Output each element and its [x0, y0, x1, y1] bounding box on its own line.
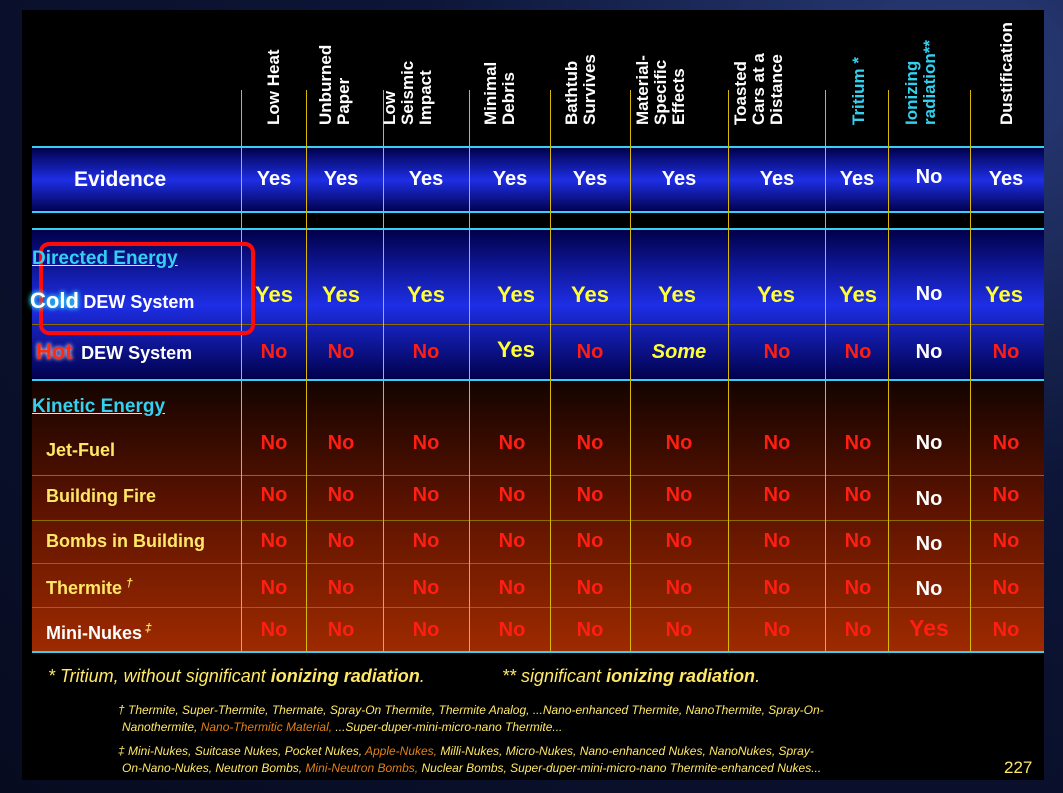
footnote-tritium [48, 666, 425, 687]
hot-dew-cell: No [260, 341, 288, 363]
column-header-dustification: Dustification [997, 22, 1016, 125]
evidence-cell: Yes [661, 168, 697, 190]
mini-nukes-mark: ‡ [145, 621, 152, 635]
bombs-in-building-cell: No [412, 530, 440, 552]
cold-word: Cold [30, 288, 79, 313]
bombs-in-building-cell: No [763, 530, 791, 552]
hot-dew-cell: No [992, 341, 1020, 363]
building-fire-cell: No [412, 484, 440, 506]
cold-dew-cell: Yes [322, 282, 360, 307]
hot-dew-cell: Yes [497, 337, 535, 362]
building-fire-label [46, 486, 156, 507]
thermite-cell: No [992, 577, 1020, 599]
bombs-in-building-cell: No [844, 530, 872, 552]
cold-dew-cell: Yes [571, 282, 609, 307]
jet-fuel-cell: No [412, 432, 440, 454]
evidence-cell: Yes [759, 168, 795, 190]
footnote-nukes-l1b: Apple-Nukes, [364, 744, 438, 758]
mini-nukes-cell: No [412, 619, 440, 641]
evidence-cell: Yes [408, 168, 444, 190]
building-fire-cell: No [992, 484, 1020, 506]
footnote-nukes-line1 [118, 744, 814, 758]
bombs-in-building-cell: No [327, 530, 355, 552]
thermite-cell: No [412, 577, 440, 599]
thermite-label [46, 576, 133, 599]
hot-dew-cell: No [412, 341, 440, 363]
jet-fuel-cell: No [915, 432, 943, 454]
mini-nukes-cell: No [763, 619, 791, 641]
thermite-mark: † [126, 576, 133, 590]
footnote-ionizing-a: ** significant [502, 666, 607, 686]
evidence-cell: Yes [988, 168, 1024, 190]
bombs-in-building-cell: No [992, 530, 1020, 552]
footnote-nukes-l2a: On-Nano-Nukes, Neutron Bombs, [122, 761, 306, 775]
slide-number: 227 [1004, 758, 1033, 777]
column-header-ionizing-radiation: Ionizing radiation** [902, 39, 939, 125]
mini-nukes-cell: No [992, 619, 1020, 641]
building-fire-text: Building Fire [46, 486, 156, 506]
column-header-toasted-cars: Toasted Cars at a Distance [731, 53, 786, 125]
rule [32, 379, 1044, 381]
cold-dew-cell: No [915, 283, 943, 305]
evidence-cell: Yes [572, 168, 608, 190]
hot-dew-cell: Some [651, 341, 707, 363]
cold-dew-cell: Yes [255, 282, 293, 307]
evidence-cell: Yes [256, 168, 292, 190]
mini-nukes-cell: No [665, 619, 693, 641]
cold-dew-system: DEW System [83, 292, 195, 312]
footnote-nukes-l2c: Nuclear Bombs, Super-duper-mini-micro-nano Thermite-enhanced Nukes... [418, 761, 822, 775]
footnote-thermite-l2a: Nanothermite, [122, 720, 201, 734]
cold-dew-cell: Yes [497, 282, 535, 307]
kinetic-energy-header: Kinetic Energy [32, 396, 166, 417]
building-fire-cell: No [844, 484, 872, 506]
cold-dew-cell: Yes [985, 282, 1023, 307]
jet-fuel-cell: No [260, 432, 288, 454]
thermite-cell: No [915, 578, 943, 600]
hot-dew-cell: No [576, 341, 604, 363]
thermite-cell: No [260, 577, 288, 599]
footnote-nukes-line2 [122, 761, 821, 775]
thermite-cell: No [498, 577, 526, 599]
mini-nukes-cell: No [260, 619, 288, 641]
thermite-text: Thermite [46, 578, 123, 598]
hot-dew-cell: No [844, 341, 872, 363]
cold-dew-cell: Yes [407, 282, 445, 307]
footnote-nukes-l1a: ‡ Mini-Nukes, Suitcase Nukes, Pocket Nukes, [118, 744, 365, 758]
cold-dew-label [30, 288, 194, 314]
evidence-cell: Yes [323, 168, 359, 190]
rule [32, 211, 1044, 213]
column-header-minimal-debris: Minimal Debris [481, 61, 518, 125]
bombs-in-building-text: Bombs in Building [46, 531, 205, 551]
thermite-cell: No [665, 577, 693, 599]
mini-nukes-cell: Yes [909, 615, 949, 641]
jet-fuel-cell: No [992, 432, 1020, 454]
bombs-in-building-cell: No [576, 530, 604, 552]
column-header-bathtub-survives: Bathtub Survives [562, 54, 599, 125]
column-header-low-heat: Low Heat [264, 49, 283, 125]
hot-dew-cell: No [327, 341, 355, 363]
evidence-label: Evidence [74, 168, 167, 191]
row-divider [32, 475, 1044, 476]
column-divider [383, 90, 384, 652]
footnote-nukes-l1c: Milli-Nukes, Micro-Nukes, Nano-enhanced Nukes, NanoNukes, Spray- [437, 744, 814, 758]
building-fire-cell: No [576, 484, 604, 506]
hot-word: Hot [36, 339, 73, 364]
mini-nukes-cell: No [576, 619, 604, 641]
building-fire-cell: No [763, 484, 791, 506]
row-divider [32, 563, 1044, 564]
jet-fuel-cell: No [763, 432, 791, 454]
column-header-low-seismic-impact: Low Seismic Impact [380, 60, 435, 125]
mini-nukes-cell: No [498, 619, 526, 641]
footnote-tritium-a: * Tritium, without significant [48, 666, 271, 686]
evidence-cell: Yes [839, 168, 875, 190]
footnote-nukes-l2b: Mini-Neutron Bombs, [305, 761, 419, 775]
building-fire-cell: No [260, 484, 288, 506]
jet-fuel-cell: No [576, 432, 604, 454]
bombs-in-building-label [46, 531, 205, 552]
bombs-in-building-cell: No [915, 533, 943, 555]
jet-fuel-cell: No [327, 432, 355, 454]
rule [32, 228, 1044, 230]
kinetic-energy-band [32, 382, 1044, 652]
footnote-thermite-line1: † Thermite, Super-Thermite, Thermate, Spray-On Thermite, Thermite Analog, ...Nano-enhanced Thermite, NanoThermite, Spray-On- [118, 703, 824, 717]
jet-fuel-cell: No [844, 432, 872, 454]
thermite-cell: No [576, 577, 604, 599]
mini-nukes-cell: No [844, 619, 872, 641]
cold-dew-cell: Yes [658, 282, 696, 307]
jet-fuel-label [46, 440, 115, 461]
comparison-board [22, 10, 1044, 780]
footnote-thermite-l2c: ...Super-duper-mini-micro-nano Thermite... [332, 720, 563, 734]
jet-fuel-text: Jet-Fuel [46, 440, 116, 460]
mini-nukes-text: Mini-Nukes [46, 623, 143, 643]
bombs-in-building-cell: No [665, 530, 693, 552]
footnote-tritium-b: ionizing radiation [270, 666, 420, 686]
footnote-ionizing-c: . [755, 666, 761, 686]
cold-dew-cell: Yes [839, 282, 877, 307]
bombs-in-building-cell: No [498, 530, 526, 552]
jet-fuel-cell: No [498, 432, 526, 454]
mini-nukes-cell: No [327, 619, 355, 641]
footnote-ionizing [502, 666, 760, 687]
hot-dew-cell: No [915, 341, 943, 363]
directed-energy-header: Directed Energy [32, 248, 178, 269]
building-fire-cell: No [327, 484, 355, 506]
row-divider [32, 520, 1044, 521]
footnote-thermite-line2 [122, 720, 562, 734]
rule [32, 651, 1044, 653]
column-header-tritium: Tritium * [849, 56, 868, 125]
bombs-in-building-cell: No [260, 530, 288, 552]
hot-dew-label [36, 339, 192, 365]
cold-dew-cell: Yes [757, 282, 795, 307]
building-fire-cell: No [498, 484, 526, 506]
footnote-thermite-l2b: Nano-Thermitic Material, [200, 720, 333, 734]
thermite-cell: No [763, 577, 791, 599]
hot-dew-system: DEW System [81, 343, 193, 363]
mini-nukes-label [46, 621, 152, 644]
rule [32, 146, 1044, 148]
building-fire-cell: No [665, 484, 693, 506]
evidence-cell: Yes [492, 168, 528, 190]
row-divider [32, 607, 1044, 608]
column-header-unburned-paper: Unburned Paper [316, 44, 353, 125]
column-header-material-specific-effects: Material- Specific Effects [633, 55, 688, 125]
thermite-cell: No [327, 577, 355, 599]
footnote-tritium-c: . [419, 666, 425, 686]
hot-dew-cell: No [763, 341, 791, 363]
building-fire-cell: No [915, 488, 943, 510]
column-divider [728, 90, 729, 652]
column-divider [630, 90, 631, 652]
footnote-ionizing-b: ionizing radiation [606, 666, 756, 686]
evidence-cell: No [915, 166, 943, 188]
jet-fuel-cell: No [665, 432, 693, 454]
thermite-cell: No [844, 577, 872, 599]
